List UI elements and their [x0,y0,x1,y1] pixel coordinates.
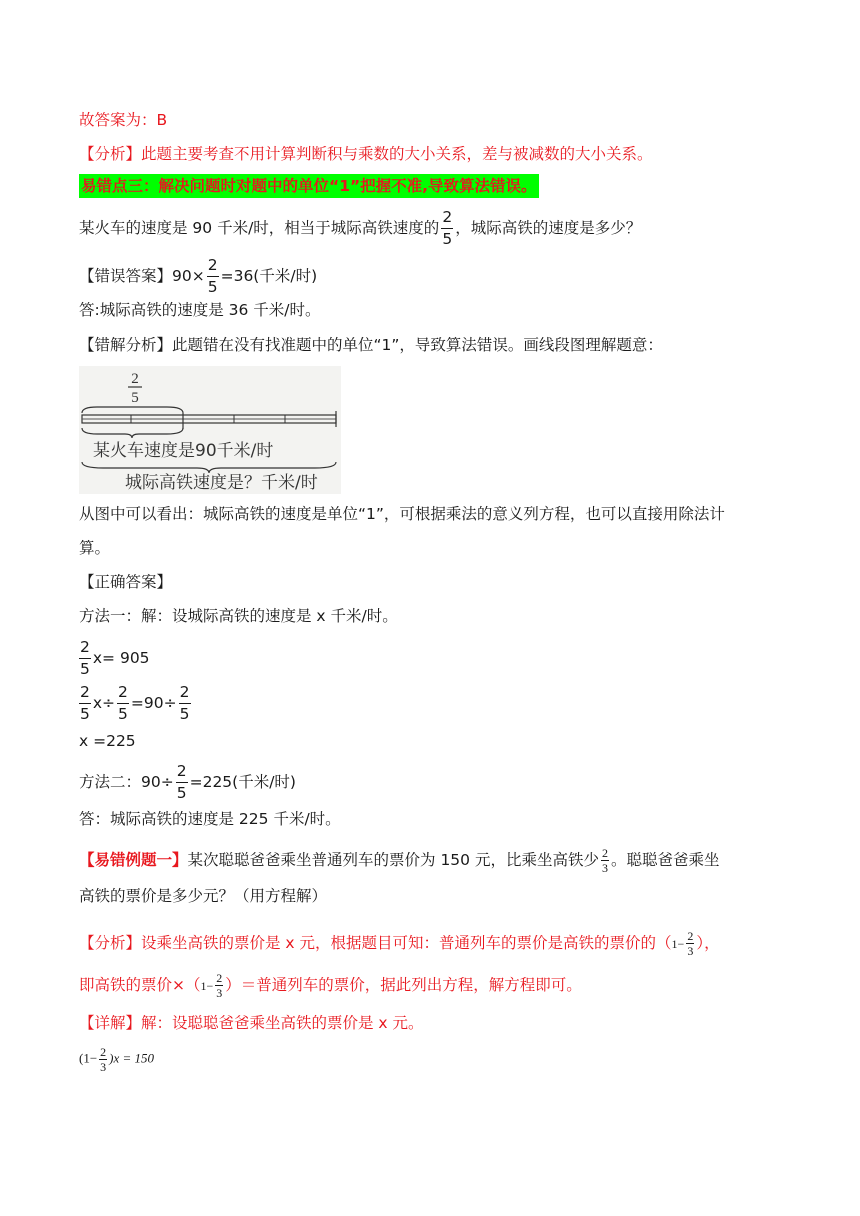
fraction-denominator: 3 [687,944,694,958]
fraction-two-fifths [176,764,188,801]
one-minus: 1− [200,979,214,993]
train-brace [82,428,183,438]
fraction-two-thirds [686,930,694,957]
problem-text-a: 某火车的速度是 90 千米/时，相当于城际高铁速度的 [79,219,440,237]
analysis-text-c: ）＝普通列车的票价，据此列出方程，解方程即可。 [225,976,582,994]
fraction-denominator: 5 [80,659,90,678]
fraction-numerator: 2 [441,210,453,229]
fraction-numerator: 2 [117,685,129,704]
wrong-answer-b: =36(千米/时) [220,267,318,285]
example-text-a: 某次聪聪爸爸乘坐普通列车的票价为 150 元，比乘坐高铁少 [187,851,599,869]
rail-brace [82,462,336,473]
diagram-fraction-numerator: 2 [131,371,139,387]
fraction-numerator: 2 [207,258,219,277]
fraction-two-fifths [79,640,91,677]
fraction-numerator: 2 [79,685,91,704]
analysis-text-c: ）， [696,934,720,952]
fraction-two-fifths [207,258,219,295]
example-analysis-line-1 [79,930,720,957]
diagram-fraction-denominator: 5 [131,390,139,406]
fraction-denominator: 3 [216,986,223,1000]
diagram-explanation: 从图中可以看出：城际高铁的速度是单位“1”，可根据乘法的意义列方程，也可以直接用除法计 [79,505,725,523]
fraction-denominator: 3 [601,861,608,875]
example-text-b: 。聪聪爸爸乘坐 [610,851,720,869]
equation-result: x =225 [79,732,136,750]
wrong-answer-line [79,258,317,295]
fraction-two-fifths [79,685,91,722]
example-problem-cont: 高铁的票价是多少元？（用方程解） [79,887,328,905]
method-two-line [79,764,296,801]
solution-equation [79,1046,154,1073]
fraction-numerator: 2 [79,640,91,659]
equation-text: x= 905 [92,649,150,667]
problem-statement [79,210,641,247]
fraction-numerator: 2 [687,929,694,943]
analysis-paragraph: 【分析】此题主要考查不用计算判断积与乘数的大小关系，差与被减数的大小关系。 [79,145,653,163]
fraction-two-fifths [179,685,191,722]
fraction-denominator: 5 [207,277,218,296]
fraction-numerator: 2 [100,1045,107,1059]
fraction-numerator: 2 [179,685,191,704]
fraction-numerator: 2 [601,846,608,860]
analysis-text-a: 【分析】设乘坐高铁的票价是 x 元，根据题目可知：普通列车的票价是高铁的票价的（ [79,934,672,952]
fraction-two-fifths [117,685,129,722]
fraction-numerator: 2 [176,764,188,783]
final-answer: 答：城际高铁的速度是 225 千米/时。 [79,810,341,828]
method-two-b: =225(千米/时) [189,773,296,791]
diagram-explanation-cont: 算。 [79,539,111,557]
detailed-solution: 【详解】解：设聪聪爸爸乘坐高铁的票价是 x 元。 [79,1014,424,1032]
rail-speed-label: 城际高铁速度是？千米/时 [125,473,318,493]
equation-text-b: =90÷ [130,694,177,712]
line-segment-diagram [79,366,341,494]
solution-eq-b: )x = 150 [109,1050,155,1066]
error-analysis: 【错解分析】此题错在没有找准题中的单位“1”，导致算法错误。画线段图理解题意： [79,336,663,354]
fraction-two-thirds [99,1046,107,1073]
wrong-conclusion: 答:城际高铁的速度是 36 千米/时。 [79,301,321,319]
example-analysis-line-2 [79,972,582,999]
analysis-text-a: 即高铁的票价×（ [79,976,201,994]
fraction-denominator: 5 [442,229,453,248]
fraction-two-thirds [215,972,223,999]
equation-line-2 [77,685,193,722]
fraction-denominator: 5 [118,704,128,723]
fraction-denominator: 5 [80,704,90,723]
equation-text-a: x÷ [92,694,116,712]
method-one-line: 方法一：解：设城际高铁的速度是 x 千米/时。 [79,607,398,625]
one-minus: 1− [671,937,685,951]
error-point-heading [79,179,539,195]
fraction-numerator: 2 [216,971,223,985]
wrong-answer-a: 【错误答案】90× [79,267,205,285]
correct-answer-heading: 【正确答案】 [79,573,173,591]
equation-line-1 [77,640,150,677]
example-problem-line [79,847,719,874]
segment-diagram-svg [79,366,341,494]
fraction-denominator: 3 [100,1060,107,1074]
example-tag: 【易错例题一】 [79,851,188,869]
solution-eq-a: (1− [79,1050,98,1066]
fraction-two-fifths [441,210,453,247]
fraction-denominator: 5 [179,704,190,723]
answer-line: 故答案为：B [79,111,168,129]
fraction-denominator: 5 [176,783,187,802]
highlighted-heading: 易错点三：解决问题时对题中的单位“1”把握不准,导致算法错误。 [79,174,539,198]
method-two-a: 方法二：90÷ [79,773,174,791]
problem-text-b: ，城际高铁的速度是多少？ [455,219,642,237]
train-speed-label: 某火车速度是90千米/时 [93,441,274,461]
top-brace [82,407,183,413]
fraction-two-thirds [601,847,609,874]
